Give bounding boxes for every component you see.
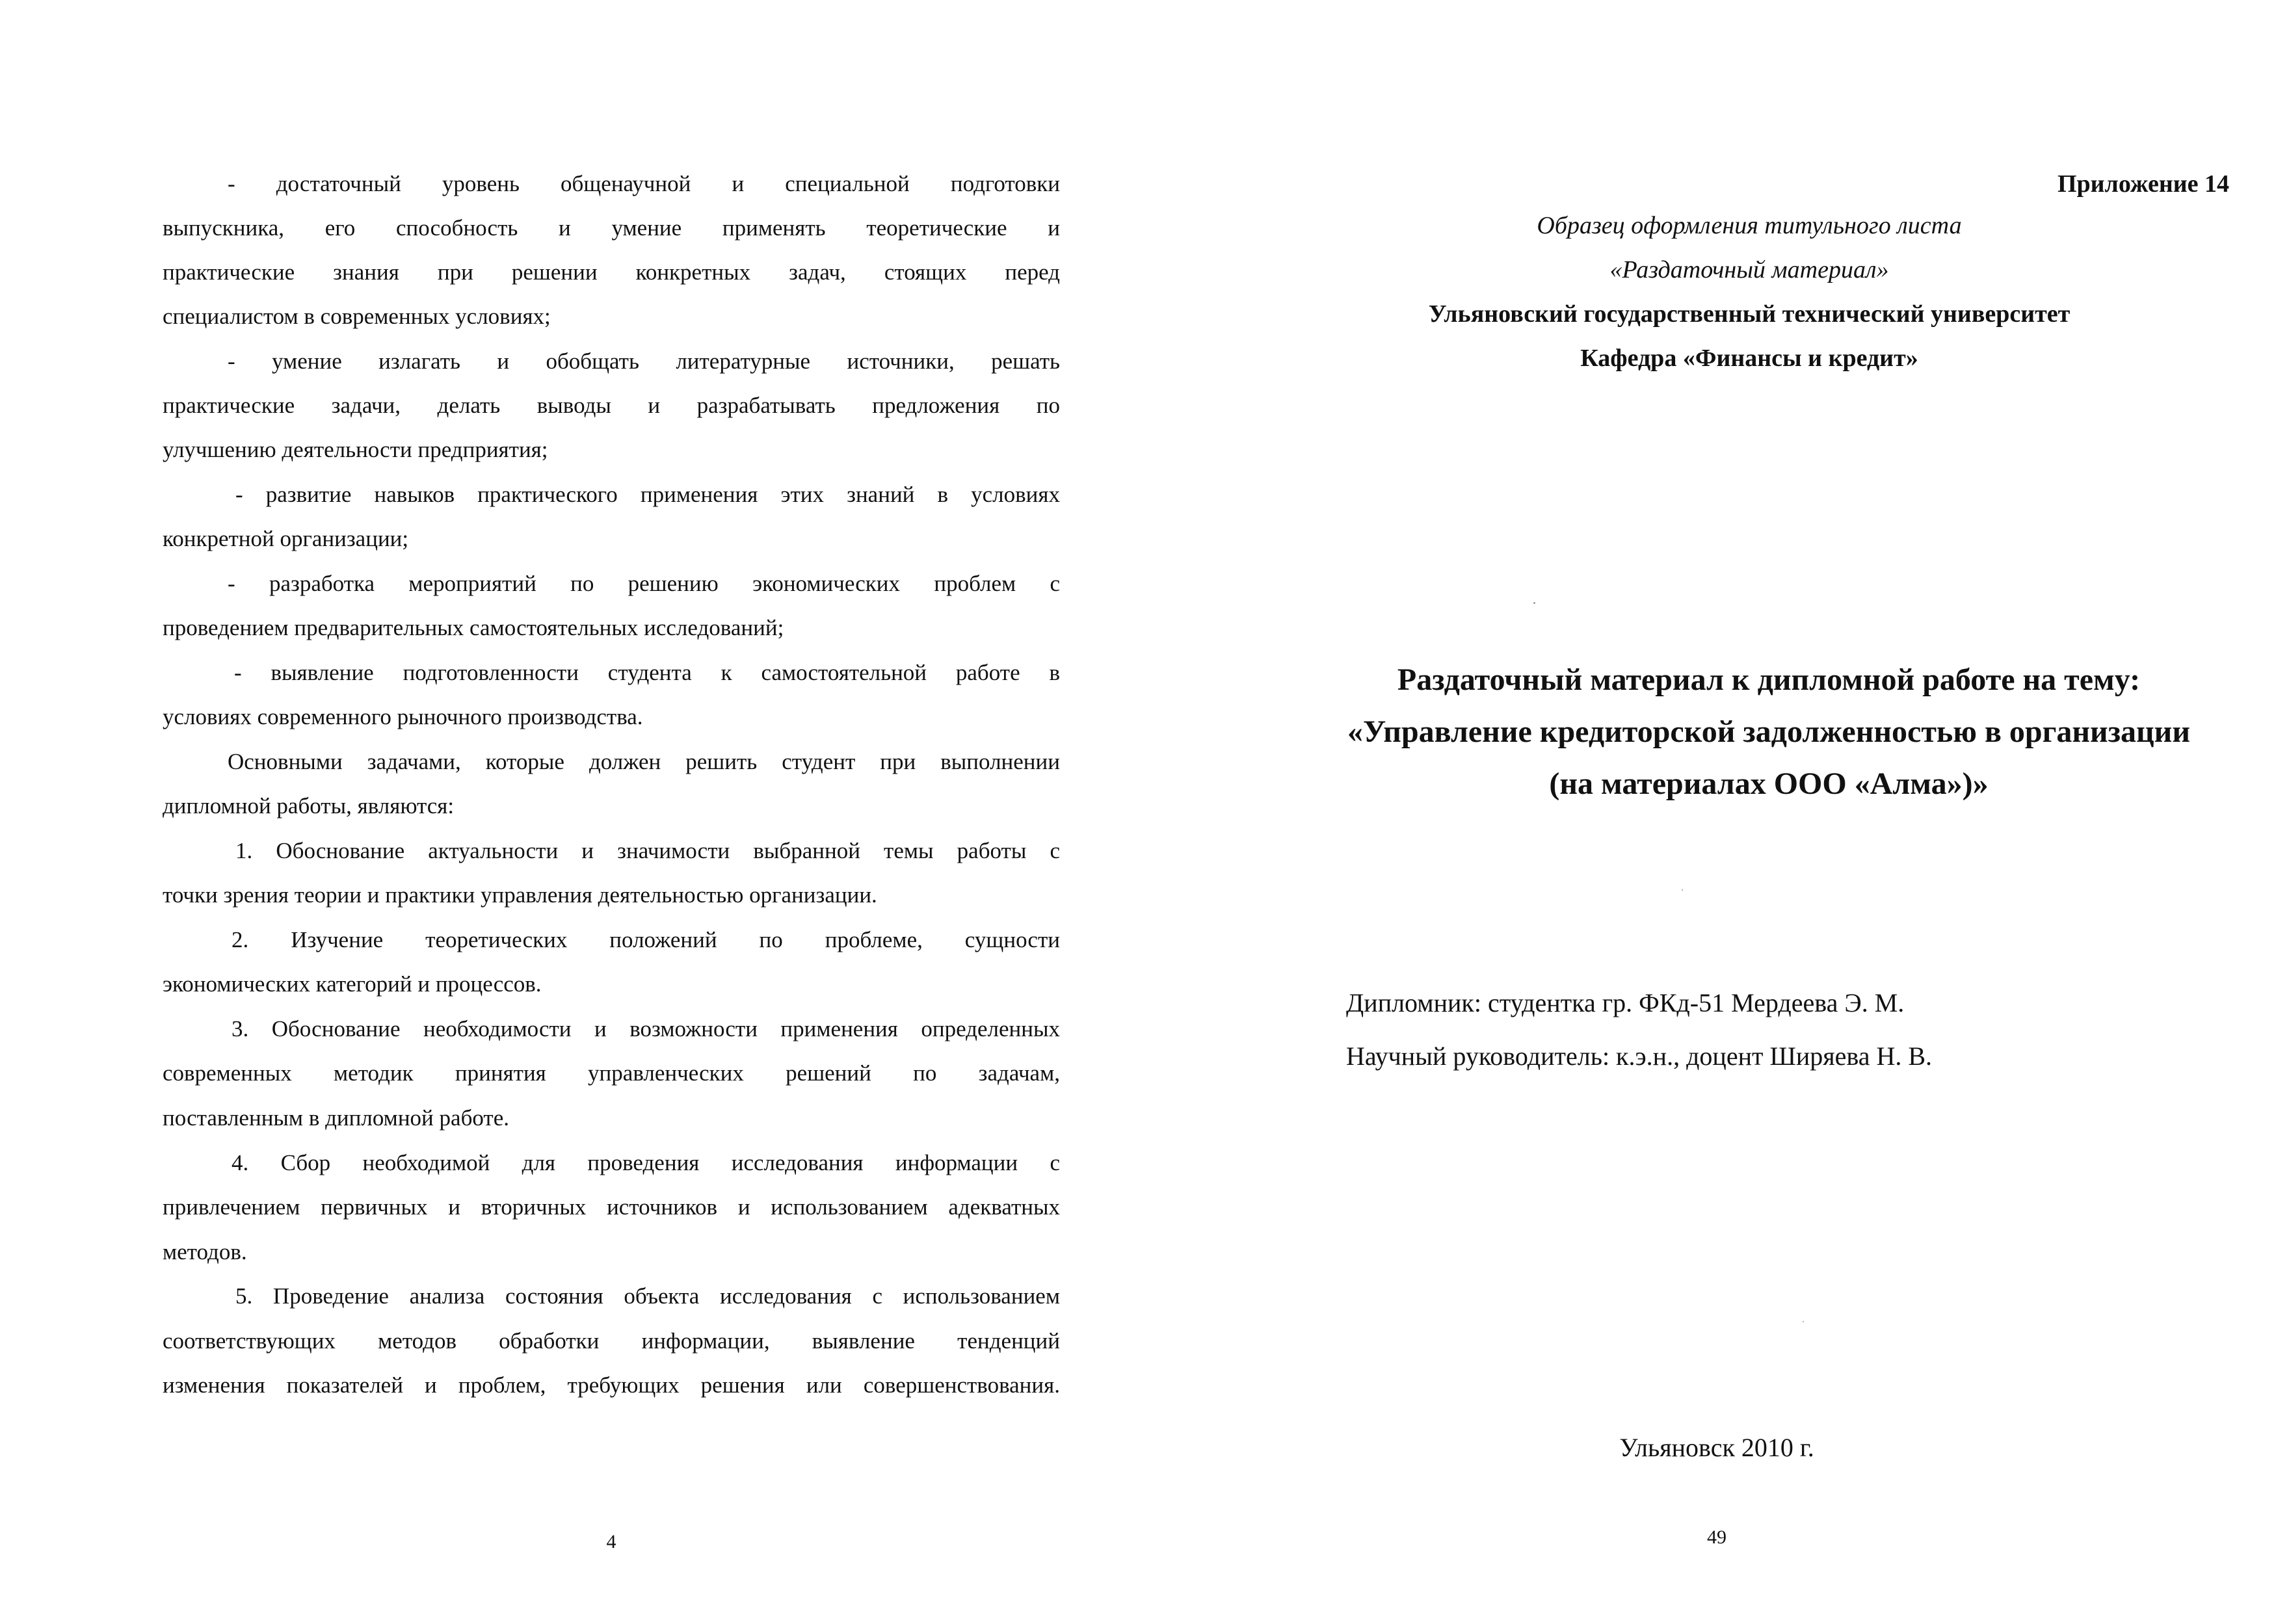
page-number: 49 bbox=[1707, 1526, 1727, 1548]
scan-speck bbox=[1533, 602, 1535, 604]
body-line: экономических категорий и процессов. bbox=[163, 971, 542, 997]
body-line: улучшению деятельности предприятия; bbox=[163, 437, 548, 462]
body-line: дипломной работы, являются: bbox=[163, 793, 455, 819]
body-line: 2. Изучение теоретических положений по проблеме, сущности bbox=[232, 927, 1060, 952]
left-page bbox=[0, 0, 1144, 1624]
supervisor-line: Научный руководитель: к.э.н., доцент Ширяева Н. В. bbox=[1346, 1041, 1933, 1071]
body-line: поставленным в дипломной работе. bbox=[163, 1105, 509, 1131]
page-number: 4 bbox=[606, 1531, 616, 1552]
body-line: условиях современного рыночного производства. bbox=[163, 704, 643, 729]
body-line: 1. Обоснование актуальности и значимости выбранной темы работы с bbox=[235, 838, 1060, 863]
body-line: привлечением первичных и вторичных источников и использованием адекватных bbox=[163, 1194, 1060, 1220]
right-page bbox=[1144, 0, 2289, 1624]
body-line: - развитие навыков практического применения этих знаний в условиях bbox=[235, 482, 1060, 507]
sample-type: «Раздаточный материал» bbox=[1609, 256, 1889, 283]
body-line: изменения показателей и проблем, требующих решения или совершенствования. bbox=[163, 1372, 1060, 1398]
document-title-line-2: «Управление кредиторской задолженностью в организации bbox=[1347, 714, 2190, 749]
university-name: Ульяновский государственный технический университет bbox=[1428, 300, 2071, 328]
body-line: соответствующих методов обработки информации, выявление тенденций bbox=[163, 1328, 1060, 1354]
body-line: практические задачи, делать выводы и разрабатывать предложения по bbox=[163, 393, 1060, 418]
body-line: выпускника, его способность и умение применять теоретические и bbox=[163, 215, 1060, 241]
body-line: современных методик принятия управленческих решений по задачам, bbox=[163, 1060, 1060, 1086]
body-line: - выявление подготовленности студента к самостоятельной работе в bbox=[234, 660, 1060, 685]
body-line: - разработка мероприятий по решению экономических проблем с bbox=[228, 571, 1060, 596]
sample-caption: Образец оформления титульного листа bbox=[1537, 212, 1962, 239]
scan-speck bbox=[1803, 1321, 1804, 1322]
body-line: - достаточный уровень общенаучной и специальной подготовки bbox=[228, 171, 1060, 196]
appendix-label: Приложение 14 bbox=[2057, 170, 2229, 198]
body-line: 4. Сбор необходимой для проведения исследования информации с bbox=[232, 1150, 1060, 1175]
body-line: специалистом в современных условиях; bbox=[163, 304, 551, 329]
city-year: Ульяновск 2010 г. bbox=[1619, 1433, 1814, 1462]
body-line: практические знания при решении конкретных задач, стоящих перед bbox=[163, 259, 1060, 285]
body-line: 5. Проведение анализа состояния объекта исследования с использованием bbox=[235, 1283, 1060, 1309]
body-line: 3. Обоснование необходимости и возможности применения определенных bbox=[232, 1016, 1060, 1041]
body-line: - умение излагать и обобщать литературные источники, решать bbox=[228, 348, 1060, 374]
document-title-line-1: Раздаточный материал к дипломной работе на тему: bbox=[1397, 662, 2141, 697]
scan-speck bbox=[1682, 889, 1683, 891]
department-name: Кафедра «Финансы и кредит» bbox=[1580, 345, 1918, 372]
body-line: точки зрения теории и практики управления деятельностью организации. bbox=[163, 882, 877, 908]
student-line: Дипломник: студентка гр. ФКд-51 Мердеева Э. М. bbox=[1346, 988, 1905, 1017]
body-line: Основными задачами, которые должен решить студент при выполнении bbox=[228, 749, 1060, 774]
body-line: конкретной организации; bbox=[163, 526, 409, 551]
body-line: методов. bbox=[163, 1239, 247, 1264]
body-line: проведением предварительных самостоятельных исследований; bbox=[163, 615, 784, 640]
document-title-line-3: (на материалах ООО «Алма»)» bbox=[1549, 766, 1989, 801]
